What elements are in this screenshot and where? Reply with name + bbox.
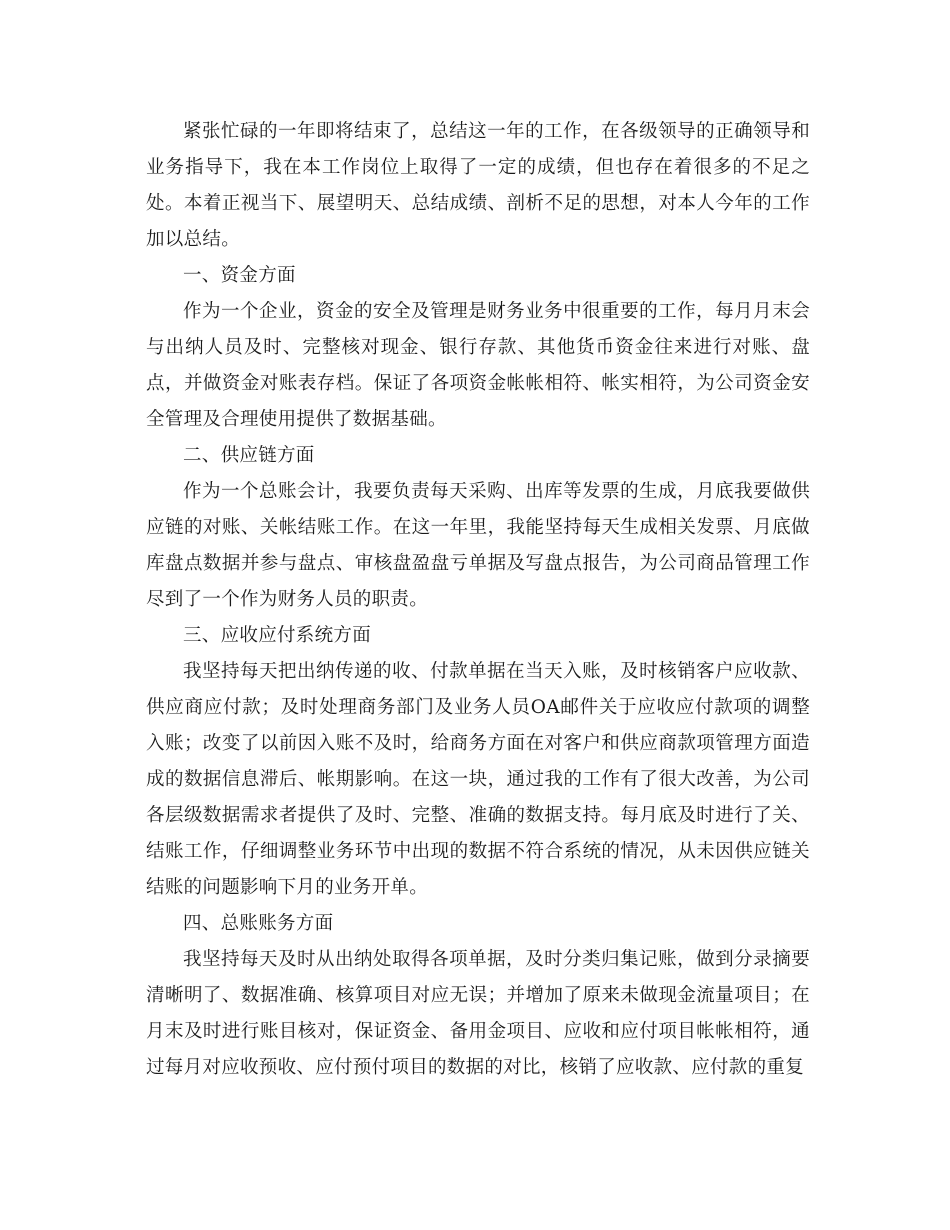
- general-ledger-paragraph: 我坚持每天及时从出纳处取得各项单据，及时分类归集记账，做到分录摘要清晰明了、数据准确、核算项目对应无误；并增加了原来未做现金流量项目；在月末及时进行账目核对，保证资金、备用金项目、应收和应付项目帐帐相符，通过每月对应收预收、应付预付项目的数据的对比，核销了应收款、应付款的重复: [146, 949, 810, 1078]
- section-heading-general-ledger: 四、总账账务方面: [183, 913, 334, 934]
- section-heading-receivables-payables: 三、应收应付系统方面: [183, 625, 372, 646]
- receivables-payables-paragraph: 我坚持每天把出纳传递的收、付款单据在当天入账，及时核销客户应收款、供应商应付款；及时处理商务部门及业务人员OA邮件关于应收应付款项的调整入账；改变了以前因入账不及时，给商务方面在对客户和供应商款项管理方面造成的数据信息滞后、帐期影响。在这一块，通过我的工作有了很大改善，为公司各层级数据需求者提供了及时、完整、准确的数据支持。每月底及时进行了关、结账工作，仔细调整业务环节中出现的数据不符合系统的情况，从未因供应链关结账的问题影响下月的业务开单。: [146, 661, 810, 898]
- intro-paragraph: 紧张忙碌的一年即将结束了，总结这一年的工作，在各级领导的正确领导和业务指导下，我在本工作岗位上取得了一定的成绩，但也存在着很多的不足之处。本着正视当下、展望明天、总结成绩、剖析不足的思想，对本人今年的工作加以总结。: [146, 121, 810, 250]
- section-heading-funds: 一、资金方面: [183, 265, 296, 286]
- funds-paragraph: 作为一个企业，资金的安全及管理是财务业务中很重要的工作，每月月末会与出纳人员及时、完整核对现金、银行存款、其他货币资金往来进行对账、盘点，并做资金对账表存档。保证了各项资金帐帐相符、帐实相符，为公司资金安全管理及合理使用提供了数据基础。: [146, 301, 810, 430]
- section-heading-supply-chain: 二、供应链方面: [183, 445, 315, 466]
- supply-chain-paragraph: 作为一个总账会计，我要负责每天采购、出库等发票的生成，月底我要做供应链的对账、关帐结账工作。在这一年里，我能坚持每天生成相关发票、月底做库盘点数据并参与盘点、审核盘盈盘亏单据及写盘点报告，为公司商品管理工作尽到了一个作为财务人员的职责。: [146, 481, 810, 610]
- document-body: [146, 114, 810, 1086]
